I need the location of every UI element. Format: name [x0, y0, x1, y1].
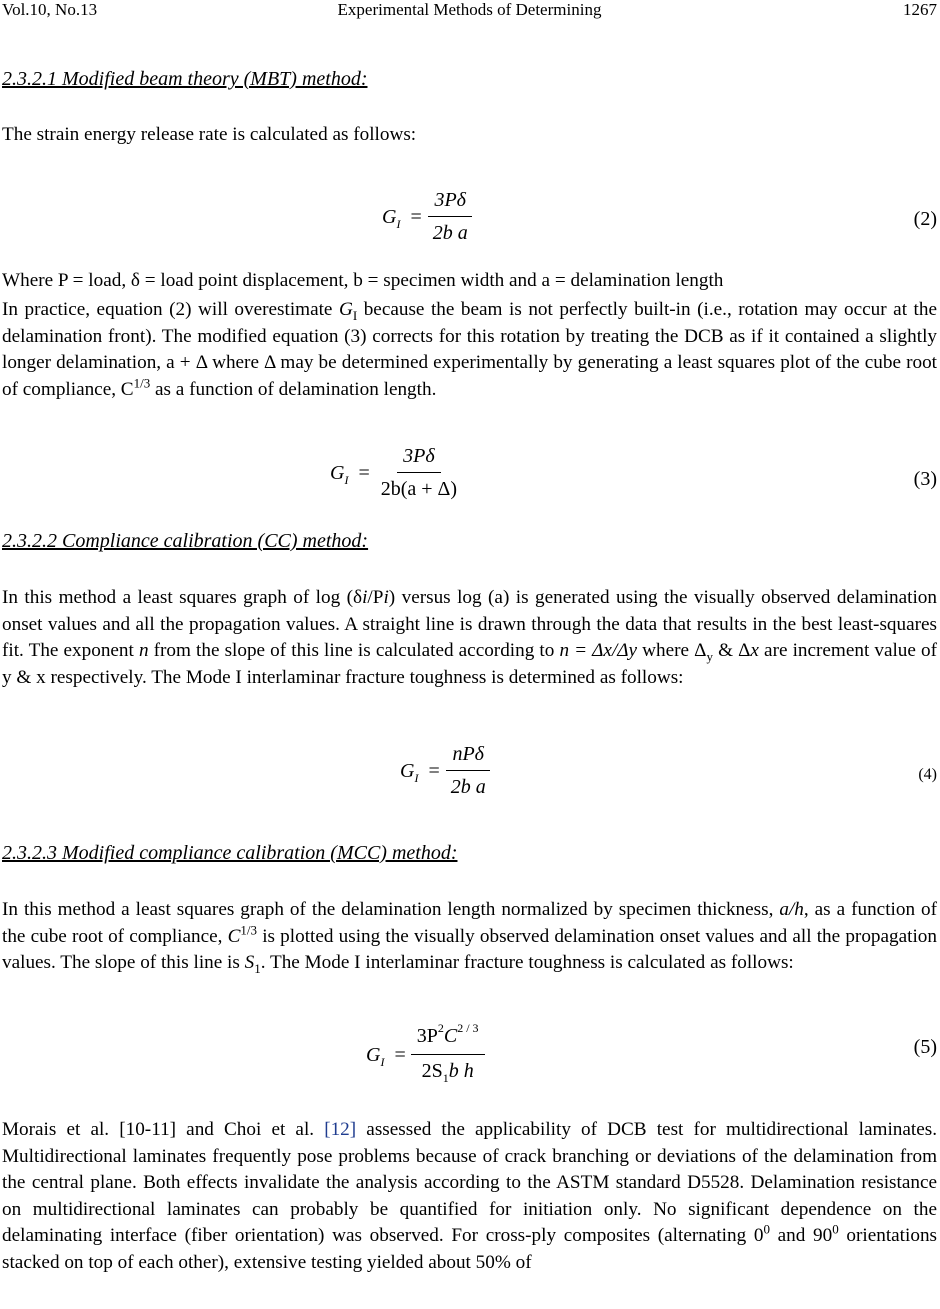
equation-number-4: (4) [918, 766, 937, 783]
journal-volume: Vol.10, No.13 [2, 0, 98, 19]
closing-paragraph: Morais et al. [10-11] and Choi et al. [12] assessed the applicability of DCB test for multidirectional laminates. Multidirectional laminates frequently pose problems because of crack branching or deviations of the delamination from the central plane. Both effects invalidate the analysis according to the ASTM standard D5528. Delamination resistance on multidirectional laminates can probably be quantified for initiation only. No significant dependence on the delaminating interface (fiber orientation) was observed. For cross-ply composites (alternating $0^0$ and $90^0$ orientations stacked on top of each other), extensive testing yielded about 50% of [2, 1119, 938, 1273]
heading-mbt: 2.3.2.1 Modified beam theory (MBT) method: [2, 68, 368, 90]
heading-cc: 2.3.2.2 Compliance calibration (CC) method: [2, 530, 369, 552]
heading-mcc: 2.3.2.3 Modified compliance calibration (MCC) method: [2, 842, 458, 864]
mbt-intro: The strain energy release rate is calculated as follows: [2, 124, 417, 145]
mcc-paragraph: In this method a least squares graph of the delamination length normalized by specimen thickness, a/h, as a function of the cube root of compliance, $C^{1/3}$ is plotted using the visually observed delamination onset values and all the propagation values. The slope of this line is $S_1$. The Mode I interlaminar fracture toughness is calculated as follows: [2, 899, 937, 977]
equation-2: $G_I$ = $\frac{3P\delta}{\text{2b a}}$ [382, 186, 474, 249]
mbt-paragraph: In practice, equation (2) will overestimate $G_I$ because the beam is not perfectly built-in (i.e., rotation may occur at the delamination front). The modified equation (3) corrects for this rotation by treating the DCB as if it contained a slightly longer delamination, a + Δ where Δ may be determined experimentally by generating a least squares plot of the cube root of compliance, $C^{1/3}$ as a function of delamination length. [2, 299, 937, 400]
reference-link-12[interactable]: [12] [324, 1119, 357, 1140]
page-number: 1267 [903, 0, 937, 19]
mbt-where-line: Where P = load, δ = load point displacement, b = specimen width and a = delamination length [2, 270, 724, 291]
equation-number-5: (5) [913, 1036, 937, 1058]
cc-paragraph: In this method a least squares graph of log (δi/Pi) versus log (a) is generated using the visually observed delamination onset values and all the propagation values. A straight line is drawn through the data that results in the best least-squares fit. The exponent n from the slope of this line is calculated according to n = Δx/Δy where $\Delta_y$ & Δx are increment value of y & x respectively. The Mode I interlaminar fracture toughness is determined as follows: [2, 587, 937, 688]
equation-number-2: (2) [913, 208, 937, 230]
equation-number-3: (3) [913, 468, 937, 490]
equation-4: $G_I$ = $\frac{\text{nPδ}}{\text{2b a}}$ [400, 740, 492, 803]
equation-3: $G_I$ = $\frac{3P\delta}{2b(a + \Delta)}$ [330, 442, 463, 505]
page-header [2, 0, 937, 22]
running-title: Experimental Methods of Determining [337, 0, 602, 19]
equation-5: $G_I$ = $\frac{3P^2C^{2 / 3}}{2S_1b h}$ [366, 1022, 485, 1089]
